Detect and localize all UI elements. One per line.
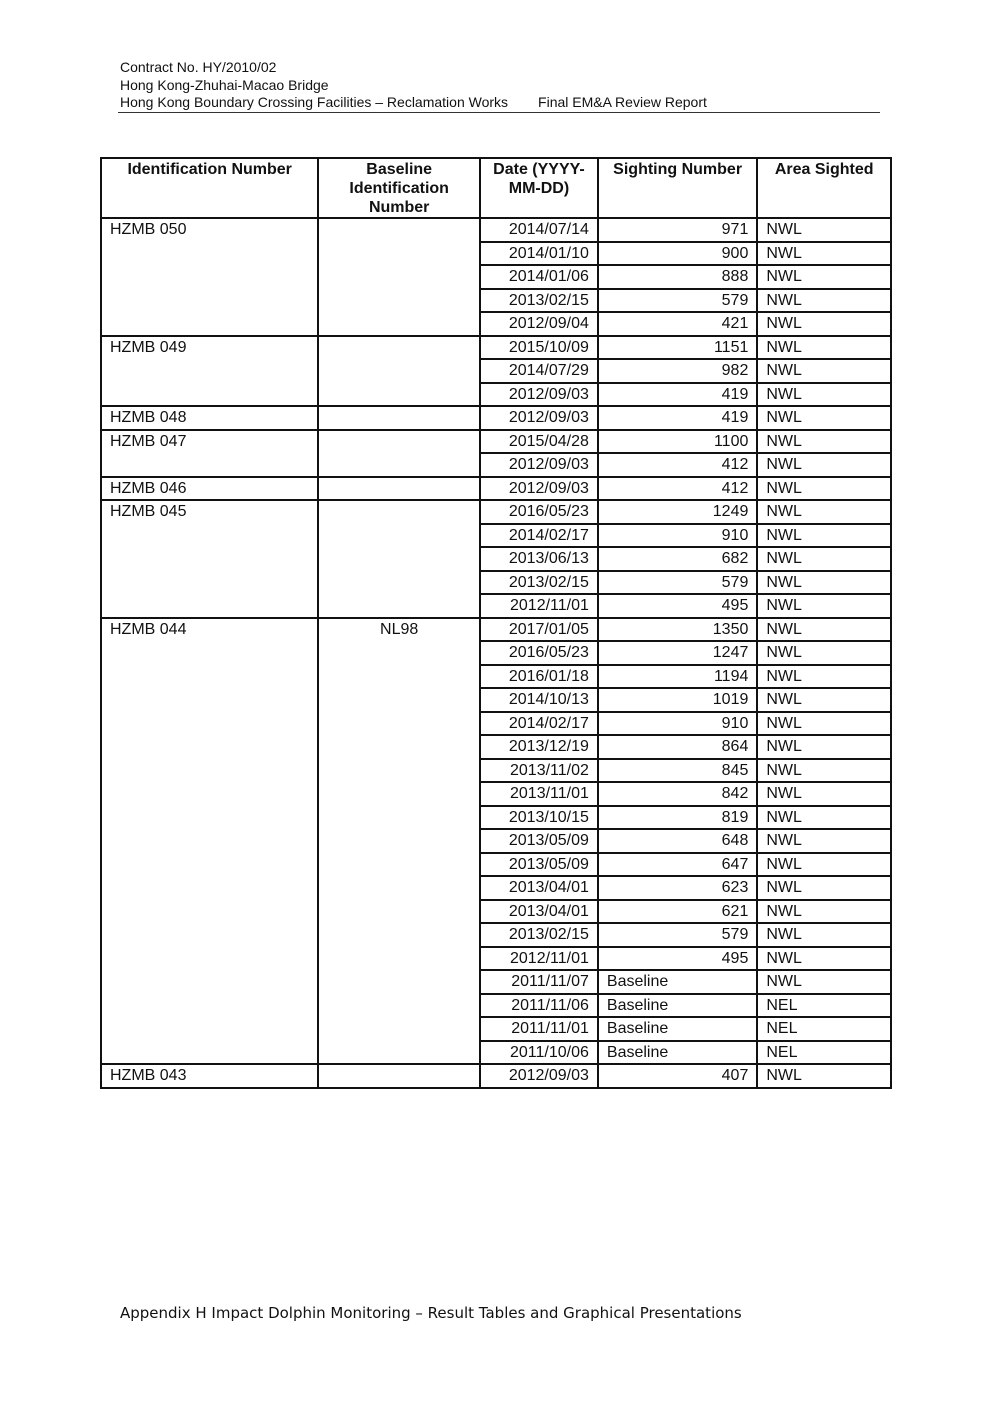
- page-footer: Appendix H Impact Dolphin Monitoring – Result Tables and Graphical Presentations: [120, 1304, 742, 1322]
- sighting-number-cell: 412: [598, 453, 757, 477]
- sighting-number-cell: 910: [598, 524, 757, 548]
- date-cell: 2012/09/03: [480, 477, 598, 501]
- page-header: [120, 59, 880, 112]
- sighting-number-cell: 1350: [598, 618, 757, 642]
- date-cell: 2012/09/03: [480, 406, 598, 430]
- date-cell: 2015/10/09: [480, 336, 598, 360]
- date-cell: 2011/11/01: [480, 1017, 598, 1041]
- area-sighted-cell: NWL: [757, 970, 891, 994]
- baseline-id-cell: NL98: [318, 618, 480, 1065]
- area-sighted-cell: NWL: [757, 336, 891, 360]
- table-row: [101, 336, 891, 360]
- header-identification-number: Identification Number: [101, 158, 318, 218]
- area-sighted-cell: NEL: [757, 1017, 891, 1041]
- area-sighted-cell: NWL: [757, 477, 891, 501]
- date-cell: 2013/12/19: [480, 735, 598, 759]
- identification-number-cell: HZMB 047: [101, 430, 318, 477]
- identification-number-cell: HZMB 050: [101, 218, 318, 336]
- area-sighted-cell: NWL: [757, 524, 891, 548]
- area-sighted-cell: NWL: [757, 242, 891, 266]
- report-title: Final EM&A Review Report: [538, 94, 707, 110]
- date-cell: 2014/10/13: [480, 688, 598, 712]
- sighting-number-cell: 1151: [598, 336, 757, 360]
- date-cell: 2014/01/10: [480, 242, 598, 266]
- sighting-number-cell: 421: [598, 312, 757, 336]
- area-sighted-cell: NWL: [757, 289, 891, 313]
- identification-number-cell: HZMB 044: [101, 618, 318, 1065]
- date-cell: 2011/10/06: [480, 1041, 598, 1065]
- header-date: Date (YYYY-MM-DD): [480, 158, 598, 218]
- identification-number-cell: HZMB 048: [101, 406, 318, 430]
- sighting-number-cell: 682: [598, 547, 757, 571]
- date-cell: 2011/11/06: [480, 994, 598, 1018]
- sighting-number-cell: 819: [598, 806, 757, 830]
- table-header-row: [101, 158, 891, 218]
- area-sighted-cell: NWL: [757, 923, 891, 947]
- sighting-number-cell: 1249: [598, 500, 757, 524]
- date-cell: 2013/02/15: [480, 289, 598, 313]
- baseline-id-cell: [318, 500, 480, 618]
- sighting-number-cell: Baseline: [598, 970, 757, 994]
- date-cell: 2013/05/09: [480, 829, 598, 853]
- baseline-id-cell: [318, 406, 480, 430]
- sighting-number-cell: 1247: [598, 641, 757, 665]
- table-row: [101, 500, 891, 524]
- sighting-number-cell: Baseline: [598, 1041, 757, 1065]
- table-row: [101, 430, 891, 454]
- table-row: [101, 1064, 891, 1088]
- date-cell: 2012/09/04: [480, 312, 598, 336]
- date-cell: 2013/11/01: [480, 782, 598, 806]
- date-cell: 2016/01/18: [480, 665, 598, 689]
- area-sighted-cell: NWL: [757, 735, 891, 759]
- table-row: [101, 618, 891, 642]
- sighting-number-cell: 579: [598, 923, 757, 947]
- area-sighted-cell: NWL: [757, 759, 891, 783]
- area-sighted-cell: NWL: [757, 500, 891, 524]
- sighting-number-cell: 648: [598, 829, 757, 853]
- contract-number: Contract No. HY/2010/02: [120, 59, 277, 75]
- area-sighted-cell: NWL: [757, 406, 891, 430]
- identification-number-cell: HZMB 043: [101, 1064, 318, 1088]
- identification-number-cell: HZMB 049: [101, 336, 318, 407]
- sighting-number-cell: 910: [598, 712, 757, 736]
- date-cell: 2015/04/28: [480, 430, 598, 454]
- table-row: [101, 477, 891, 501]
- date-cell: 2014/07/29: [480, 359, 598, 383]
- sighting-number-cell: 495: [598, 594, 757, 618]
- date-cell: 2014/02/17: [480, 712, 598, 736]
- area-sighted-cell: NWL: [757, 359, 891, 383]
- area-sighted-cell: NWL: [757, 947, 891, 971]
- area-sighted-cell: NWL: [757, 712, 891, 736]
- area-sighted-cell: NWL: [757, 900, 891, 924]
- area-sighted-cell: NWL: [757, 782, 891, 806]
- area-sighted-cell: NEL: [757, 1041, 891, 1065]
- area-sighted-cell: NWL: [757, 594, 891, 618]
- area-sighted-cell: NWL: [757, 571, 891, 595]
- date-cell: 2014/02/17: [480, 524, 598, 548]
- header-divider: [118, 112, 880, 113]
- date-cell: 2012/09/03: [480, 453, 598, 477]
- area-sighted-cell: NWL: [757, 688, 891, 712]
- date-cell: 2012/09/03: [480, 1064, 598, 1088]
- sighting-number-cell: 982: [598, 359, 757, 383]
- sighting-number-cell: 845: [598, 759, 757, 783]
- identification-number-cell: HZMB 045: [101, 500, 318, 618]
- sighting-number-cell: Baseline: [598, 1017, 757, 1041]
- area-sighted-cell: NWL: [757, 453, 891, 477]
- table-row: [101, 218, 891, 242]
- date-cell: 2013/04/01: [480, 900, 598, 924]
- area-sighted-cell: NWL: [757, 829, 891, 853]
- sighting-number-cell: 419: [598, 383, 757, 407]
- area-sighted-cell: NWL: [757, 265, 891, 289]
- sighting-number-cell: 971: [598, 218, 757, 242]
- baseline-id-cell: [318, 336, 480, 407]
- sighting-number-cell: 621: [598, 900, 757, 924]
- header-row-3: [120, 94, 880, 112]
- header-sighting-number: Sighting Number: [598, 158, 757, 218]
- date-cell: 2014/07/14: [480, 218, 598, 242]
- baseline-id-cell: [318, 218, 480, 336]
- date-cell: 2013/02/15: [480, 571, 598, 595]
- area-sighted-cell: NWL: [757, 665, 891, 689]
- area-sighted-cell: NWL: [757, 641, 891, 665]
- date-cell: 2017/01/05: [480, 618, 598, 642]
- area-sighted-cell: NWL: [757, 312, 891, 336]
- sighting-number-cell: 842: [598, 782, 757, 806]
- sighting-number-cell: 579: [598, 571, 757, 595]
- date-cell: 2013/11/02: [480, 759, 598, 783]
- sighting-number-cell: 495: [598, 947, 757, 971]
- area-sighted-cell: NWL: [757, 383, 891, 407]
- sighting-number-cell: 579: [598, 289, 757, 313]
- date-cell: 2011/11/07: [480, 970, 598, 994]
- area-sighted-cell: NWL: [757, 618, 891, 642]
- date-cell: 2012/11/01: [480, 947, 598, 971]
- table-body: [101, 218, 891, 1088]
- date-cell: 2016/05/23: [480, 641, 598, 665]
- date-cell: 2013/05/09: [480, 853, 598, 877]
- sighting-number-cell: 1100: [598, 430, 757, 454]
- date-cell: 2016/05/23: [480, 500, 598, 524]
- sighting-number-cell: 412: [598, 477, 757, 501]
- area-sighted-cell: NWL: [757, 806, 891, 830]
- date-cell: 2013/10/15: [480, 806, 598, 830]
- area-sighted-cell: NWL: [757, 218, 891, 242]
- project-name: Hong Kong-Zhuhai-Macao Bridge: [120, 76, 329, 93]
- area-sighted-cell: NWL: [757, 876, 891, 900]
- sighting-number-cell: 900: [598, 242, 757, 266]
- baseline-id-cell: [318, 430, 480, 477]
- sighting-number-cell: 419: [598, 406, 757, 430]
- baseline-id-cell: [318, 1064, 480, 1088]
- identification-number-cell: HZMB 046: [101, 477, 318, 501]
- date-cell: 2012/09/03: [480, 383, 598, 407]
- header-area-sighted: Area Sighted: [757, 158, 891, 218]
- header-baseline-id: Baseline Identification Number: [318, 158, 480, 218]
- date-cell: 2013/04/01: [480, 876, 598, 900]
- sighting-number-cell: 888: [598, 265, 757, 289]
- sighting-number-cell: 647: [598, 853, 757, 877]
- area-sighted-cell: NWL: [757, 853, 891, 877]
- date-cell: 2014/01/06: [480, 265, 598, 289]
- table-row: [101, 406, 891, 430]
- baseline-id-cell: [318, 477, 480, 501]
- sighting-number-cell: 864: [598, 735, 757, 759]
- area-sighted-cell: NEL: [757, 994, 891, 1018]
- area-sighted-cell: NWL: [757, 1064, 891, 1088]
- sighting-number-cell: Baseline: [598, 994, 757, 1018]
- sightings-table: [100, 157, 892, 1089]
- works-title: Hong Kong Boundary Crossing Facilities – Reclamation Works: [120, 94, 509, 110]
- sighting-number-cell: 623: [598, 876, 757, 900]
- date-cell: 2013/06/13: [480, 547, 598, 571]
- date-cell: 2013/02/15: [480, 923, 598, 947]
- sighting-number-cell: 1194: [598, 665, 757, 689]
- sighting-number-cell: 407: [598, 1064, 757, 1088]
- sighting-number-cell: 1019: [598, 688, 757, 712]
- date-cell: 2012/11/01: [480, 594, 598, 618]
- area-sighted-cell: NWL: [757, 430, 891, 454]
- area-sighted-cell: NWL: [757, 547, 891, 571]
